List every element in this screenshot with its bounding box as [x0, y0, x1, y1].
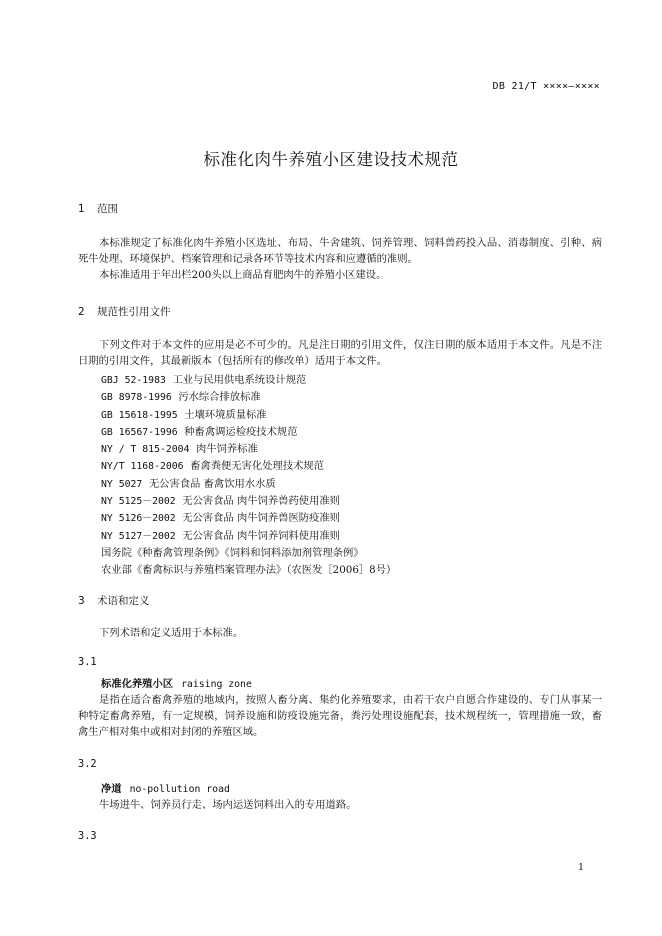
reference-code: NY 5126－2002: [101, 513, 176, 525]
reference-title: 无公害食品 肉牛饲养兽药使用准则: [182, 495, 340, 508]
term-name: [101, 780, 230, 795]
reference-code: NY / T 815-2004: [101, 444, 190, 456]
document-title: 标准化肉牛养殖小区建设技术规范: [203, 150, 459, 169]
section-heading-normative-references: [78, 304, 171, 319]
scope-applicability-paragraph: 本标准适用于年出栏200头以上商品育肥肉牛的养殖小区建设。: [99, 269, 387, 281]
term-name-en: no-pollution road: [129, 784, 230, 795]
reference-code: GBJ 52-1983: [101, 375, 166, 386]
section-title: 规范性引用文件: [97, 306, 171, 318]
reference-code: NY 5027: [101, 478, 143, 490]
reference-code: GB 8978-1996: [101, 392, 172, 404]
reference-item: [101, 528, 396, 545]
reference-title: 种畜禽调运检疫技术规范: [184, 425, 298, 438]
reference-title: 肉牛饲养标准: [196, 443, 258, 456]
term-number: 3.1: [78, 656, 97, 668]
reference-item: [101, 407, 396, 424]
reference-title: 污水综合排放标准: [178, 391, 261, 404]
term-number: 3.2: [78, 758, 97, 770]
reference-item: [101, 493, 396, 510]
reference-title: 工业与民用供电系统设计规范: [172, 374, 307, 386]
reference-item: [101, 476, 396, 493]
reference-title: 土壤环境质量标准: [184, 408, 267, 421]
reference-item: [101, 458, 396, 475]
section-title: 术语和定义: [97, 595, 150, 607]
reference-code: GB 15618-1995: [101, 409, 178, 421]
reference-title: 无公害食品 畜禽饮用水水质: [148, 477, 276, 490]
section-number: 1: [78, 203, 85, 215]
section-heading-terms-definitions: [78, 593, 150, 608]
regulation-item: 农业部《畜禽标识与养殖档案管理办法》（农医发［2006］8号）: [101, 564, 397, 577]
section-number: 3: [78, 595, 85, 607]
scope-paragraph: 本标准规定了标准化肉牛养殖小区选址、布局、牛舍建筑、饲养管理、饲料兽药投入品、消毒制度、引种、病死牛处理、环境保护、档案管理和记录各环节等技术内容和应遵循的准则。: [78, 237, 602, 265]
term-name: [101, 675, 252, 690]
reference-code: NY 5125－2002: [101, 496, 176, 508]
reference-item: [101, 424, 396, 441]
reference-title: 无公害食品 肉牛饲养饲料使用准则: [182, 529, 340, 542]
reference-list: [101, 372, 396, 580]
reference-item: [101, 510, 396, 527]
term-name-en: raising zone: [181, 679, 252, 690]
term-definition: 牛场进牛、饲养员行走、场内运送饲料出入的专用道路。: [99, 799, 357, 811]
reference-item: [101, 441, 396, 458]
reference-item: [101, 389, 396, 406]
section-number: 2: [78, 306, 85, 318]
term-definition: 是指在适合畜禽养殖的地域内，按照人畜分离、集约化养殖要求，由若干农户自愿合作建设的、专门从事某一种特定畜禽养殖，有一定规模，饲养设施和防疫设施完备，粪污处理设施配套，技术规程统一，管理措施一致，畜禽生产相对集中或相对封闭的养殖区域。: [78, 694, 602, 738]
term-name-zh: 标准化养殖小区: [101, 678, 174, 690]
section-heading-scope: [78, 201, 118, 216]
section-title: 范围: [97, 203, 118, 215]
terms-intro-paragraph: 下列术语和定义适用于本标准。: [99, 627, 244, 639]
reference-item: [101, 372, 396, 389]
regulation-item: 国务院《种畜禽管理条例》《饲料和饲料添加剂管理条例》: [101, 546, 364, 559]
document-code: DB 21/T ××××—××××: [492, 81, 600, 92]
references-intro-paragraph: 下列文件对于本文件的应用是必不可少的。凡是注日期的引用文件，仅注日期的版本适用于本文件。凡是不注日期的引用文件，其最新版本（包括所有的修改单）适用于本文件。: [78, 339, 602, 367]
reference-title: 无公害食品 肉牛饲养兽医防疫准则: [182, 512, 340, 525]
page-number: 1: [577, 862, 584, 873]
term-name-zh: 净道: [101, 783, 122, 795]
reference-code: NY 5127－2002: [101, 530, 176, 542]
reference-title: 畜禽粪便无害化处理技术规范: [190, 460, 324, 473]
term-number: 3.3: [78, 830, 97, 842]
reference-code: NY/T 1168-2006: [101, 461, 184, 473]
reference-code: GB 16567-1996: [101, 426, 178, 438]
